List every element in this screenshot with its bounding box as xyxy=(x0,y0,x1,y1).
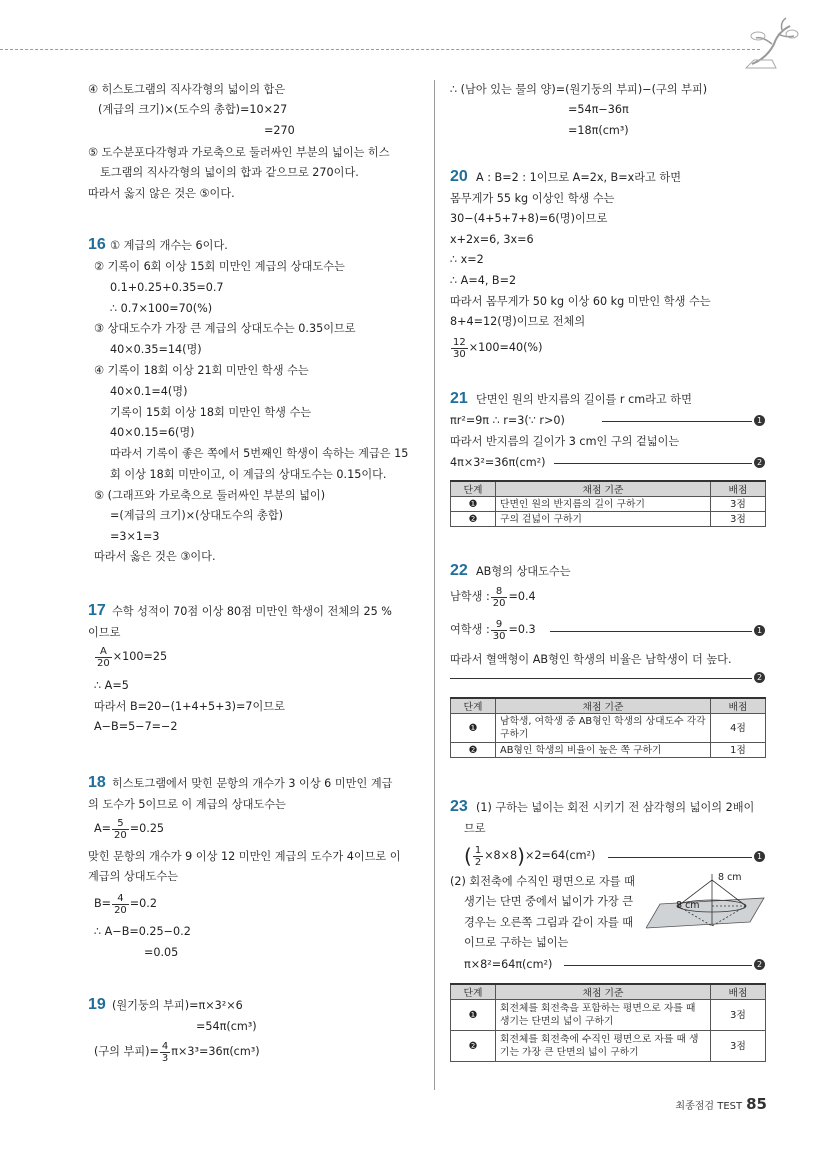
q18-b-num: 4 xyxy=(112,893,129,905)
q21-grading-table xyxy=(450,480,766,527)
q21-row2-score: 3점 xyxy=(711,512,766,527)
q21-th-criteria: 채점 기준 xyxy=(496,481,711,497)
q19-l3-den: 3 xyxy=(161,1052,169,1064)
table-row xyxy=(451,512,766,527)
q16-line-6: 40×0.35=14(명) xyxy=(110,343,202,356)
q16-line-14: =(계급의 크기)×(상대도수의 총합) xyxy=(110,509,284,522)
q21-number: 21 xyxy=(450,390,468,407)
double-cone-figure xyxy=(646,870,768,930)
q19-line-1: (원기둥의 부피)=π×3²×6 xyxy=(112,999,243,1012)
q22-th-step: 단계 xyxy=(451,698,496,714)
q21-row1-step: ❶ xyxy=(451,497,496,512)
q23-grading-table xyxy=(450,983,766,1062)
q20-line-3: 30−(4+5+7+8)=6(명)이므로 xyxy=(450,212,608,225)
q20-line-8: 8+4=12(명)이므로 전체의 xyxy=(450,315,586,328)
q23-line-1: (1) 구하는 넓이는 회전 시키기 전 삼각형의 넓이의 2배이 xyxy=(476,801,755,814)
q23-line-8: π×8²=64π(cm²) xyxy=(464,958,553,971)
q15-line-5: 토그램의 직사각형의 넓이의 합과 같으므로 270이다. xyxy=(100,166,359,179)
q23-line-2: 므로 xyxy=(464,822,486,835)
q17-number: 17 xyxy=(88,602,106,619)
q23-fig-label-mid: 8 cm xyxy=(676,900,700,911)
q16-line-12: 회 이상 18회 미만이고, 이 계급의 상대도수는 0.15이다. xyxy=(110,468,387,481)
q19-l3-pre: (구의 부피)= xyxy=(94,1045,159,1058)
q21-row1-score: 3점 xyxy=(711,497,766,512)
q23-row2-criteria: 회전체를 회전축에 수직인 평면으로 자를 때 생기는 가장 큰 단면의 넓이 구하기 xyxy=(496,1031,711,1062)
q23-line-7: 이므로 구하는 넓이는 xyxy=(464,936,569,949)
q23-row2-score: 3점 xyxy=(711,1031,766,1062)
q22-row2-criteria: AB형인 학생의 비율이 높은 쪽 구하기 xyxy=(496,743,711,758)
q22-male-post: =0.4 xyxy=(508,590,536,603)
q23-row2-step: ❷ xyxy=(451,1031,496,1062)
q22-leader-2 xyxy=(450,678,752,679)
q15-line-2: (계급의 크기)×(도수의 총합)=10×27 xyxy=(98,103,288,116)
q22-number: 22 xyxy=(450,562,468,579)
q16-line-4: ∴ 0.7×100=70(%) xyxy=(110,302,213,315)
q22-mark-1: 1 xyxy=(754,625,765,636)
q17-line-1: 수학 성적이 70점 이상 80점 미만인 학생이 전체의 25 % xyxy=(112,605,392,618)
q18-b-line xyxy=(94,892,157,916)
q21-th-step: 단계 xyxy=(451,481,496,497)
q18-line-3: 맞힌 문항의 개수가 9 이상 12 미만인 계급의 도수가 4이므로 이 xyxy=(88,850,401,863)
q18-line-2: 의 도수가 5이므로 이 계급의 상대도수는 xyxy=(88,798,286,811)
q15-line-3: =270 xyxy=(264,124,295,137)
q21-row1-criteria: 단면인 원의 반지름의 길이 구하기 xyxy=(496,497,711,512)
q19-l3-num: 4 xyxy=(161,1040,169,1052)
q17-line-6: A−B=5−7=−2 xyxy=(94,720,178,733)
q20-line-2: 몸무게가 55 kg 이상인 학생 수는 xyxy=(450,192,615,205)
q20-fraction-line xyxy=(450,336,542,360)
q18-a-post: =0.25 xyxy=(129,822,165,835)
q22-female-post: =0.3 xyxy=(508,623,536,636)
table-row xyxy=(451,1031,766,1062)
q18-a-line xyxy=(94,817,164,841)
q16-line-13: ⑤ (그래프와 가로축으로 둘러싸인 부분의 넓이) xyxy=(94,489,326,502)
table-row xyxy=(451,1000,766,1031)
q17-frac-num: A xyxy=(95,646,112,658)
q17-line-5: 따라서 B=20−(1+4+5+3)=7이므로 xyxy=(94,700,285,713)
q23-th-score: 배점 xyxy=(711,984,766,1000)
q16-line-16: 따라서 옳은 것은 ③이다. xyxy=(94,550,216,563)
q18-line-6: =0.05 xyxy=(144,946,179,959)
q17-line-3: ×100=25 xyxy=(112,650,168,663)
page-footer xyxy=(675,1095,767,1113)
q23-row1-step: ❶ xyxy=(451,1000,496,1031)
q22-row2-step: ❷ xyxy=(451,743,496,758)
q23-leader-1 xyxy=(608,857,752,858)
q23-th-step: 단계 xyxy=(451,984,496,1000)
tree-decoration-icon xyxy=(742,14,802,74)
q22-male-pre: 남학생 : xyxy=(450,590,490,603)
q22-female-line xyxy=(450,618,536,642)
q18-line-4: 계급의 상대도수는 xyxy=(88,870,179,883)
q22-line-1: AB형의 상대도수는 xyxy=(476,565,571,578)
q23-leader-2 xyxy=(564,965,752,966)
q16-line-7: ④ 기록이 18회 이상 21회 미만인 학생 수는 xyxy=(94,364,309,377)
q18-a-pre: A= xyxy=(94,822,112,835)
q20-line-1: A : B=2 : 1이므로 A=2x, B=x라고 하면 xyxy=(476,171,682,184)
q16-line-15: =3×1=3 xyxy=(110,530,160,543)
q23-line-6: 경우는 오른쪽 그림과 같이 자를 때 xyxy=(464,916,634,929)
q20-line-4: x+2x=6, 3x=6 xyxy=(450,233,534,246)
q15-line-1: ④ 히스토그램의 직사각형의 넓이의 합은 xyxy=(88,83,286,96)
q21-line-1: 단면인 원의 반지름의 길이를 r cm라고 하면 xyxy=(476,393,692,406)
q23-line-3: ×8×8 xyxy=(484,849,518,862)
q23-frac-num: 1 xyxy=(474,844,482,856)
table-row xyxy=(451,714,766,743)
q21-leader-1 xyxy=(602,421,752,422)
q21-row2-step: ❷ xyxy=(451,512,496,527)
q18-a-den: 20 xyxy=(114,829,127,841)
q22-male-num: 8 xyxy=(491,586,508,598)
q23-mark-2: 2 xyxy=(754,959,765,970)
q19-line-5: =54π−36π xyxy=(568,103,629,116)
q20-number: 20 xyxy=(450,168,468,185)
q23-line-5: 생기는 단면 중에서 넓이가 가장 큰 xyxy=(464,895,634,908)
q22-female-num: 9 xyxy=(491,619,508,631)
q16-line-5: ③ 상대도수가 가장 큰 계급의 상대도수는 0.35이므로 xyxy=(94,322,356,335)
q20-line-9: ×100=40(%) xyxy=(468,341,543,354)
q22-male-den: 20 xyxy=(492,597,506,609)
table-row xyxy=(451,497,766,512)
q18-a-num: 5 xyxy=(112,818,129,830)
q16-line-9: 기록이 15회 이상 18회 미만인 학생 수는 xyxy=(110,406,312,419)
q22-row1-step: ❶ xyxy=(451,714,496,743)
q23-line-3b: ×2=64(cm²) xyxy=(524,849,596,862)
q16-line-8: 40×0.1=4(명) xyxy=(110,385,188,398)
q22-th-criteria: 채점 기준 xyxy=(496,698,711,714)
q23-fig-label-top: 8 cm xyxy=(718,872,742,883)
q23-mark-1: 1 xyxy=(754,851,765,862)
q16-line-1: ① 계급의 개수는 6이다. xyxy=(110,239,228,252)
q21-mark-1: 1 xyxy=(754,415,765,426)
q20-frac-num: 12 xyxy=(453,336,466,348)
column-divider xyxy=(434,80,435,1090)
q17-line-4: ∴ A=5 xyxy=(94,679,129,692)
page-number: 85 xyxy=(746,1095,767,1113)
top-dashed-rule xyxy=(0,49,760,50)
q23-number: 23 xyxy=(450,798,468,815)
q16-number: 16 xyxy=(88,236,106,253)
q18-line-5: ∴ A−B=0.25−0.2 xyxy=(94,925,191,938)
q23-row1-criteria: 회전체를 회전축을 포함하는 평면으로 자를 때 생기는 단면의 넓이 구하기 xyxy=(496,1000,711,1031)
q19-l3-post: π×3³=36π(cm³) xyxy=(171,1045,260,1058)
q15-line-4: ⑤ 도수분포다각형과 가로축으로 둘러싸인 부분의 넓이는 히스 xyxy=(88,146,390,159)
q16-line-11: 따라서 기록이 좋은 쪽에서 5번째인 학생이 속하는 계급은 15 xyxy=(110,447,409,460)
q18-line-1: 히스토그램에서 맞힌 문항의 개수가 3 이상 6 미만인 계급 xyxy=(112,777,393,790)
q23-frac-den: 2 xyxy=(474,856,482,868)
q15-line-6: 따라서 옳지 않은 것은 ⑤이다. xyxy=(88,187,235,200)
q18-b-den: 20 xyxy=(114,904,127,916)
table-row xyxy=(451,743,766,758)
q21-line-2: πr²=9π ∴ r=3(∵ r>0) xyxy=(450,414,565,427)
q16-line-10: 40×0.15=6(명) xyxy=(110,426,195,439)
q21-row2-criteria: 구의 겉넓이 구하기 xyxy=(496,512,711,527)
q20-frac-den: 30 xyxy=(453,348,466,360)
q20-line-5: ∴ x=2 xyxy=(450,253,484,266)
q22-line-2: 따라서 혈액형이 AB형인 학생의 비율은 남학생이 더 높다. xyxy=(450,653,732,666)
q18-b-pre: B= xyxy=(94,897,112,910)
q22-row1-criteria: 남학생, 여학생 중 AB형인 학생의 상대도수 각각 구하기 xyxy=(496,714,711,743)
q19-number: 19 xyxy=(88,996,106,1013)
q21-leader-2 xyxy=(554,463,752,464)
q21-th-score: 배점 xyxy=(711,481,766,497)
q19-line-3 xyxy=(94,1040,260,1064)
q22-grading-table xyxy=(450,697,766,758)
q17-line-2: 이므로 xyxy=(88,626,121,639)
q21-mark-2: 2 xyxy=(754,457,765,468)
q22-row2-score: 1점 xyxy=(711,743,766,758)
q22-leader-1 xyxy=(550,631,752,632)
q22-female-den: 30 xyxy=(492,630,506,642)
q17-fraction-line xyxy=(94,645,167,669)
q23-formula-1: ( $\frac{1}{2}$ ×8×8)×2=64(cm²) xyxy=(464,844,596,868)
q19-line-4: ∴ (남아 있는 물의 양)=(원기둥의 부피)−(구의 부피) xyxy=(450,83,708,96)
q17-frac-den: 20 xyxy=(97,657,110,669)
q21-line-3: 따라서 반지름의 길이가 3 cm인 구의 겉넓이는 xyxy=(450,435,680,448)
q20-line-6: ∴ A=4, B=2 xyxy=(450,274,517,287)
q22-th-score: 배점 xyxy=(711,698,766,714)
q18-b-post: =0.2 xyxy=(129,897,157,910)
footer-label: 최종점검 TEST xyxy=(675,1101,743,1112)
q23-row1-score: 3점 xyxy=(711,1000,766,1031)
q19-line-2: =54π(cm³) xyxy=(196,1020,257,1033)
q19-line-6: =18π(cm³) xyxy=(568,124,629,137)
q23-th-criteria: 채점 기준 xyxy=(496,984,711,1000)
q22-female-pre: 여학생 : xyxy=(450,623,490,636)
q18-number: 18 xyxy=(88,774,106,791)
q23-line-4: (2) 회전축에 수직인 평면으로 자를 때 xyxy=(450,875,635,888)
q21-line-4: 4π×3²=36π(cm²) xyxy=(450,456,546,469)
q22-mark-2: 2 xyxy=(754,672,765,683)
q16-line-2: ② 기록이 6회 이상 15회 미만인 계급의 상대도수는 xyxy=(94,260,345,273)
q22-male-line xyxy=(450,585,536,609)
q22-row1-score: 4점 xyxy=(711,714,766,743)
q20-line-7: 따라서 몸무게가 50 kg 이상 60 kg 미만인 학생 수는 xyxy=(450,295,711,308)
q16-line-3: 0.1+0.25+0.35=0.7 xyxy=(110,281,224,294)
